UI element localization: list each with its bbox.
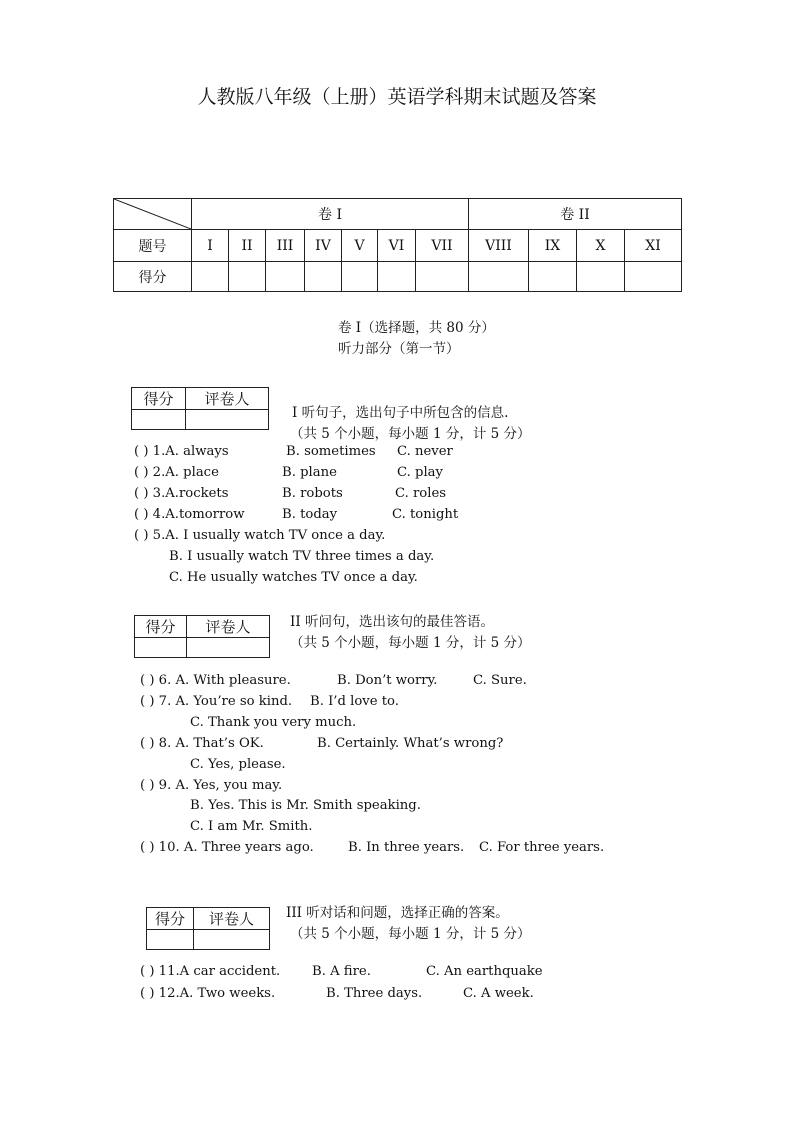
part2-header: 卷 II — [469, 199, 682, 230]
question-4: ( ) 4.A.tomorrow — [134, 507, 245, 522]
section3-title: III 听对话和问题，选择正确的答案。 — [286, 905, 509, 921]
q2-option-c: C. play — [397, 465, 443, 480]
grader-name-label: 评卷人 — [186, 388, 269, 410]
question-5: ( ) 5.A. I usually watch TV once a day. — [134, 528, 386, 543]
grader-score-label: 得分 — [147, 908, 194, 930]
col-header: III — [266, 230, 305, 262]
col-header: XI — [625, 230, 682, 262]
section2-title: II 听问句，选出该句的最佳答语。 — [290, 614, 494, 630]
q3-option-c: C. roles — [395, 486, 447, 501]
score-cell[interactable] — [577, 262, 625, 292]
score-cell[interactable] — [378, 262, 416, 292]
part1-header: 卷 I — [192, 199, 469, 230]
question-10: ( ) 10. A. Three years ago. — [140, 840, 314, 855]
q9-option-c: C. I am Mr. Smith. — [190, 819, 313, 834]
q6-option-b: B. Don’t worry. — [337, 673, 438, 688]
page-title: 人教版八年级（上册）英语学科期末试题及答案 — [197, 86, 597, 108]
q1-option-c: C. never — [397, 444, 453, 459]
col-header: IV — [305, 230, 342, 262]
section1-note: （共 5 个小题，每小题 1 分，计 5 分） — [290, 426, 531, 442]
question-8: ( ) 8. A. That’s OK. — [140, 736, 264, 751]
q2-option-b: B. plane — [282, 465, 337, 480]
score-cell[interactable] — [266, 262, 305, 292]
col-header: II — [229, 230, 266, 262]
grader-box — [131, 387, 269, 430]
score-cell[interactable] — [342, 262, 378, 292]
grader-score-cell[interactable] — [135, 638, 187, 658]
grader-score-cell[interactable] — [147, 930, 194, 950]
question-6: ( ) 6. A. With pleasure. — [140, 673, 291, 688]
q10-option-c: C. For three years. — [479, 840, 605, 855]
grader-name-label: 评卷人 — [194, 908, 270, 930]
question-9: ( ) 9. A. Yes, you may. — [140, 778, 283, 793]
col-header: V — [342, 230, 378, 262]
question-3: ( ) 3.A.rockets — [134, 486, 229, 501]
section3-note: （共 5 个小题，每小题 1 分，计 5 分） — [290, 926, 531, 942]
score-cell[interactable] — [305, 262, 342, 292]
paper1-heading: 卷 I（选择题，共 80 分） — [338, 320, 495, 336]
q3-option-b: B. robots — [282, 486, 343, 501]
grader-score-cell[interactable] — [132, 410, 186, 430]
q8-option-b: B. Certainly. What’s wrong? — [317, 736, 504, 751]
score-cell[interactable] — [229, 262, 266, 292]
score-table — [113, 198, 682, 292]
q11-option-c: C. An earthquake — [426, 964, 543, 979]
q5-option-c: C. He usually watches TV once a day. — [169, 570, 418, 585]
col-header: VII — [416, 230, 469, 262]
question-7: ( ) 7. A. You’re so kind. — [140, 694, 293, 709]
score-cell[interactable] — [192, 262, 229, 292]
question-11: ( ) 11.A car accident. — [140, 964, 281, 979]
score-cell[interactable] — [416, 262, 469, 292]
q12-option-b: B. Three days. — [326, 986, 423, 1001]
q10-option-b: B. In three years. — [348, 840, 465, 855]
grader-box — [134, 615, 270, 658]
grader-score-label: 得分 — [132, 388, 186, 410]
question-12: ( ) 12.A. Two weeks. — [140, 986, 276, 1001]
score-cell[interactable] — [469, 262, 529, 292]
q1-option-b: B. sometimes — [286, 444, 376, 459]
q5-option-b: B. I usually watch TV three times a day. — [169, 549, 435, 564]
section1-title: Ⅰ 听句子，选出句子中所包含的信息. — [292, 405, 509, 421]
diagonal-header-cell — [114, 199, 192, 230]
q4-option-b: B. today — [282, 507, 338, 522]
q4-option-c: C. tonight — [392, 507, 459, 522]
grader-score-label: 得分 — [135, 616, 187, 638]
q6-option-c: C. Sure. — [473, 673, 527, 688]
diagonal-line — [114, 199, 191, 229]
col-header: VI — [378, 230, 416, 262]
q12-option-c: C. A week. — [463, 986, 534, 1001]
score-cell[interactable] — [625, 262, 682, 292]
score-cell[interactable] — [529, 262, 577, 292]
col-header: X — [577, 230, 625, 262]
q7-option-b: B. I’d love to. — [310, 694, 399, 709]
listening-heading: 听力部分（第一节） — [338, 341, 460, 357]
col-header: I — [192, 230, 229, 262]
grader-box — [146, 907, 270, 950]
grader-name-cell[interactable] — [187, 638, 270, 658]
col-header: IX — [529, 230, 577, 262]
grader-name-label: 评卷人 — [187, 616, 270, 638]
row-label-score: 得分 — [114, 262, 192, 292]
question-2: ( ) 2.A. place — [134, 465, 219, 480]
col-header: VIII — [469, 230, 529, 262]
question-1: ( ) 1.A. always — [134, 444, 229, 459]
grader-name-cell[interactable] — [194, 930, 270, 950]
section2-note: （共 5 个小题，每小题 1 分，计 5 分） — [290, 635, 531, 651]
q9-option-b: B. Yes. This is Mr. Smith speaking. — [190, 798, 421, 813]
q11-option-b: B. A fire. — [312, 964, 371, 979]
grader-name-cell[interactable] — [186, 410, 269, 430]
row-label-question: 题号 — [114, 230, 192, 262]
q8-option-c: C. Yes, please. — [190, 757, 286, 772]
q7-option-c: C. Thank you very much. — [190, 715, 357, 730]
